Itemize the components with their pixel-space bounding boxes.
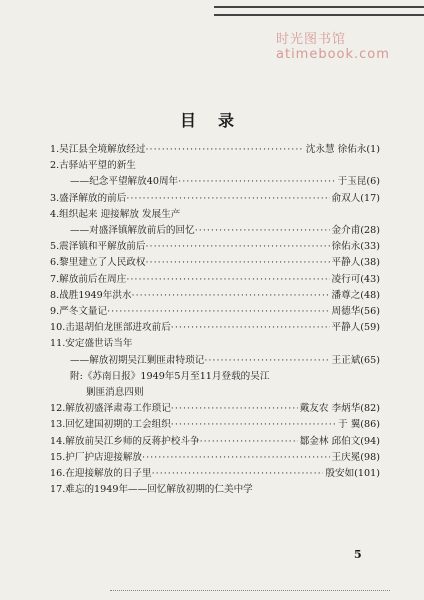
page-number: 5 (354, 548, 362, 561)
toc-entry: 1.吴江县全境解放经过 ····· 沈永慧 徐佑永(1) (50, 142, 380, 158)
toc-entry: 剿匪消息四则 (86, 387, 144, 399)
watermark: 时光图书馆 atimebook.com (276, 32, 390, 62)
toc-entry: 16.在迎接解放的日子里 ····· 殷安如(101) (50, 466, 380, 482)
toc-entry: 4.组织起来 迎接解放 发展生产 (50, 208, 181, 220)
table-of-contents (50, 142, 380, 498)
toc-entry: 5.震泽镇和平解放前后 ····· 徐佑永(33) (50, 239, 380, 255)
toc-entry: ——对盛泽镇解放前后的回忆 ····· 金介甫(28) (50, 223, 380, 239)
toc-entry: 附:《苏南日报》1949年5月至11月登载的吴江 (70, 370, 270, 382)
toc-entry: 2.古驿站平望的新生 (50, 160, 136, 172)
toc-entry: 3.盛泽解放的前后 ····· 俞双人(17) (50, 191, 380, 207)
toc-entry: ——解放初期吴江剿匪肃特琐记 ····· 王正斌(65) (50, 353, 380, 369)
page-title: 目录 (180, 111, 257, 130)
toc-entry: 11.安定盛世话当年 (50, 338, 133, 350)
bottom-rule (110, 590, 390, 594)
toc-entry: 13.回忆建国初期的工会组织 ····· 于 翼(86) (50, 417, 380, 433)
toc-entry: 9.严冬文量记 ····· 周德华(56) (50, 304, 380, 320)
toc-entry: 6.黎里建立了人民政权 ····· 平静人(38) (50, 255, 380, 271)
toc-entry: ——纪念平望解放40周年 ····· 于玉昆(6) (50, 174, 380, 190)
toc-entry: 15.护厂护店迎接解放 ····· 王庆冕(98) (50, 450, 380, 466)
toc-entry: 17.难忘的1949年——回忆解放初期的仁美中学 (50, 484, 253, 496)
toc-entry: 14.解放前吴江乡师的反蒋护校斗争 ····· 鄒金林 邱伯文(94) (50, 434, 380, 450)
toc-entry: 8.战胜1949年洪水 ····· 潘尊之(48) (50, 288, 380, 304)
top-rule (214, 6, 424, 16)
toc-entry: 7.解放前后在周庄 ····· 凌行可(43) (50, 272, 380, 288)
toc-entry: 10.击退胡伯龙匪部进攻前后 ····· 平静人(59) (50, 320, 380, 336)
toc-entry: 12.解放初盛泽肃毒工作琐记 ····· 戴友农 李炳华(82) (50, 401, 380, 417)
